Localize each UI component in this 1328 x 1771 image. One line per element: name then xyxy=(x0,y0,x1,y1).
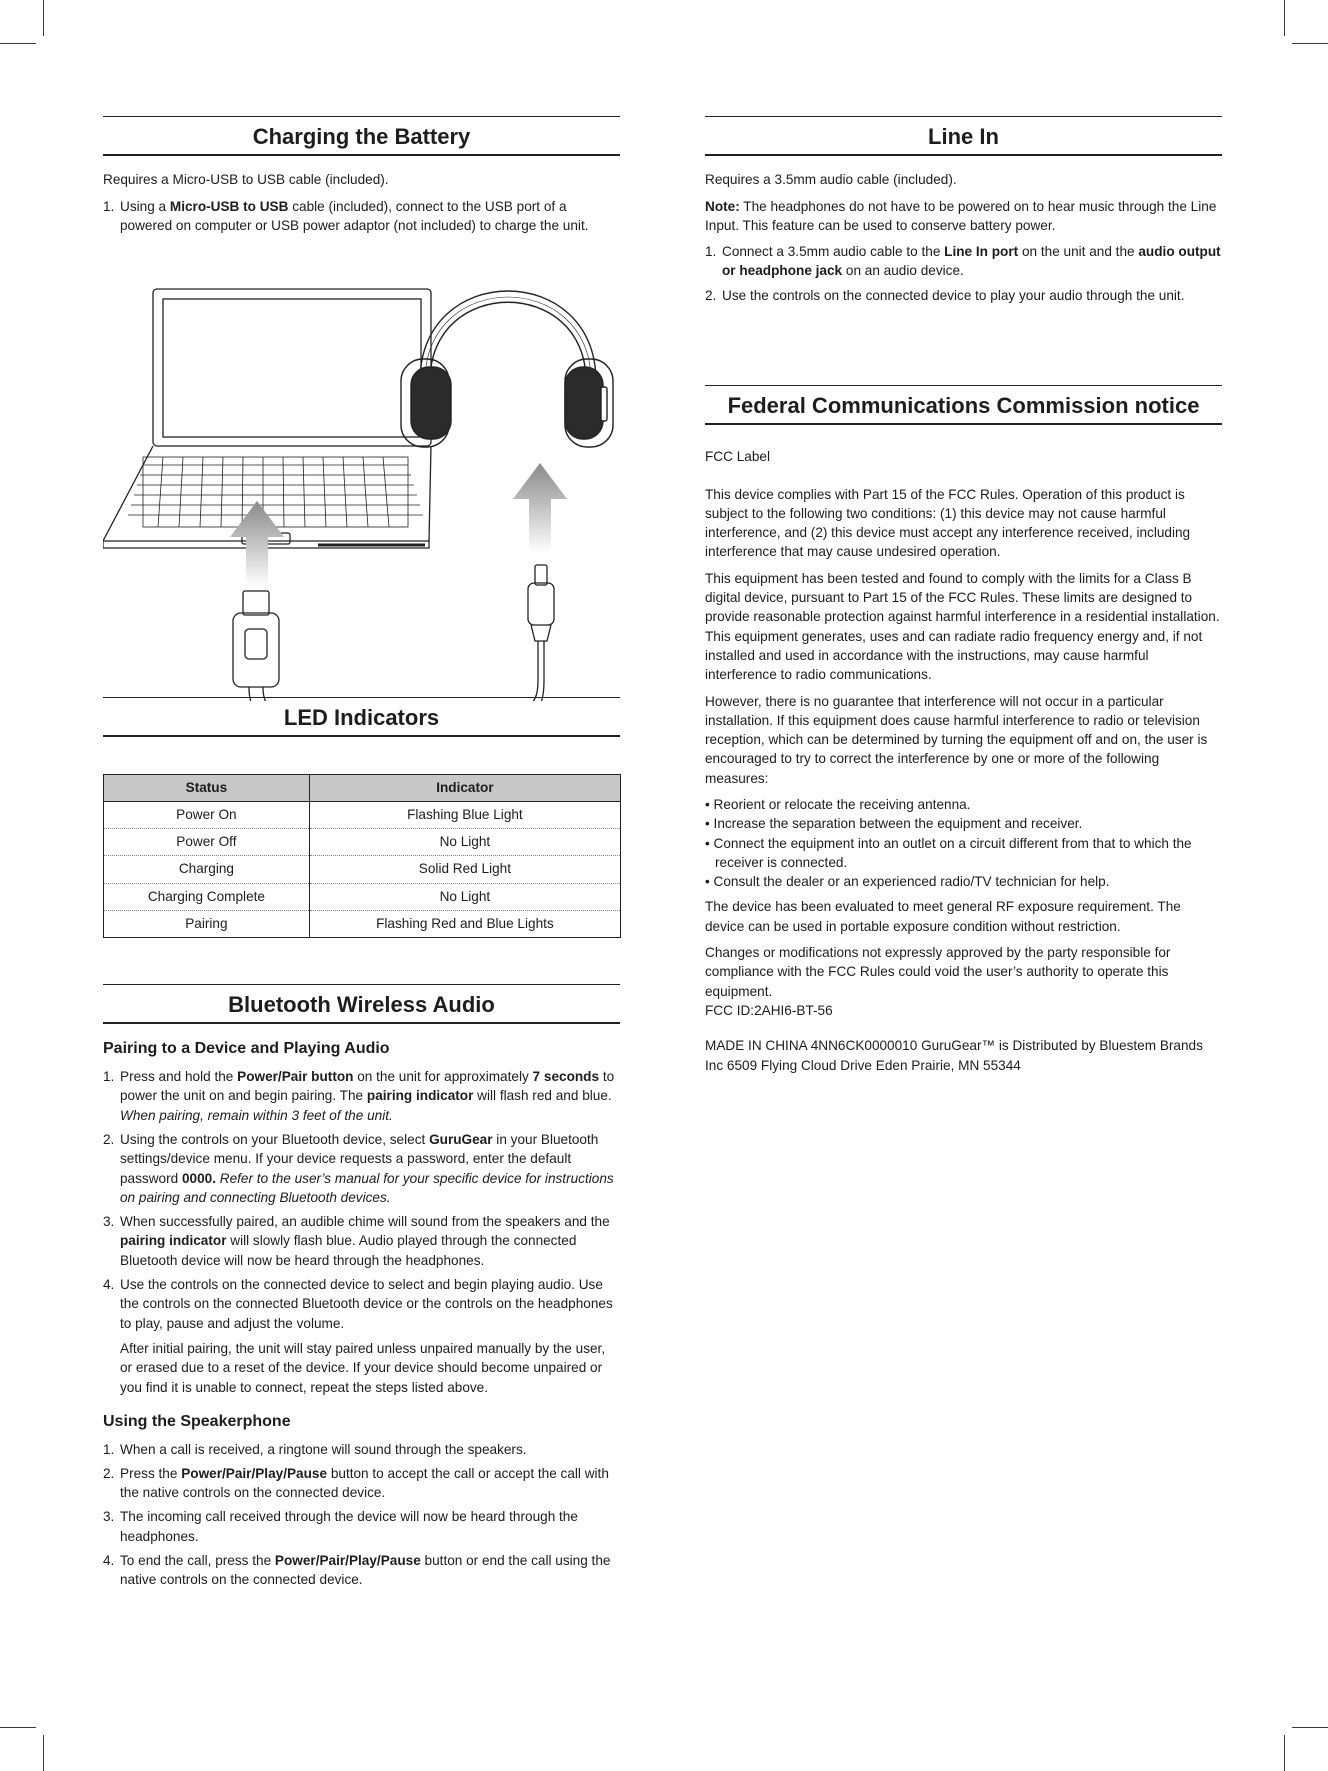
list-item: • Consult the dealer or an experienced radio/TV technician for help. xyxy=(705,874,1110,890)
crop-mark xyxy=(0,1727,36,1728)
list-item: • Increase the separation between the equipment and receiver. xyxy=(705,816,1083,832)
led-section xyxy=(103,697,620,938)
fcc-section xyxy=(705,385,1222,1075)
left-column xyxy=(103,116,620,1595)
crop-mark xyxy=(1292,43,1328,44)
line-in-section xyxy=(705,116,1222,305)
headphones-icon xyxy=(401,291,613,447)
pairing-subheading: Pairing to a Device and Playing Audio xyxy=(103,1040,390,1058)
line-in-steps xyxy=(705,242,1222,305)
line-in-heading: Line In xyxy=(705,116,1222,156)
pairing-followup: After initial pairing, the unit will stay paired unless unpaired manually by the user, or erased due to a reset of the device. If your device should become unpaired or you find it is unable to connect, repeat the steps listed above. xyxy=(120,1340,606,1395)
table-row: Power On Flashing Blue Light xyxy=(104,801,621,828)
bluetooth-section xyxy=(103,984,620,1590)
crop-mark xyxy=(1284,0,1285,36)
fcc-label: FCC Label xyxy=(705,449,770,465)
table-row: Charging Solid Red Light xyxy=(104,856,621,883)
arrow-up-icon xyxy=(230,463,567,586)
fcc-paragraph: The device has been evaluated to meet general RF exposure requirement. The device can be used in portable exposure condition without restriction. xyxy=(705,899,1181,934)
column-header: Status xyxy=(104,775,310,801)
list-item: 4. Use the controls on the connected device to select and begin playing audio. Use the controls on the connected Bluetooth device or the controls on the headphones to play, pause and adjust the volume. xyxy=(103,1277,613,1331)
crop-mark xyxy=(1292,1727,1328,1728)
made-in-statement: MADE IN CHINA 4NN6CK0000010 GuruGear™ is Distributed by Bluestem Brands Inc 6509 Flying Cloud Drive Eden Prairie, MN 55344 xyxy=(705,1038,1203,1073)
usb-cable-icon xyxy=(233,565,554,701)
charging-heading: Charging the Battery xyxy=(103,116,620,156)
crop-mark xyxy=(43,1735,44,1771)
led-table xyxy=(103,774,621,938)
list-item: 1. When a call is received, a ringtone will sound through the speakers. xyxy=(103,1441,527,1457)
fcc-heading: Federal Communications Commission notice xyxy=(705,385,1222,425)
charging-illustration xyxy=(103,241,620,701)
led-heading: LED Indicators xyxy=(103,697,620,737)
fcc-paragraph: Changes or modifications not expressly approved by the party responsible for compliance with the FCC Rules could void the user’s authority to operate this equipment. xyxy=(705,945,1171,999)
right-column xyxy=(705,116,1222,1082)
table-row: Charging Complete No Light xyxy=(104,883,621,910)
column-header: Indicator xyxy=(309,775,620,801)
list-item: 4. To end the call, press the Power/Pair/Play/Pause button or end the call using the native controls on the connected device. xyxy=(103,1553,611,1588)
charging-intro: Requires a Micro-USB to USB cable (included). xyxy=(103,172,389,188)
list-item: 3. The incoming call received through the device will now be heard through the headphones. xyxy=(103,1509,578,1544)
line-in-note: Note: The headphones do not have to be powered on to hear music through the Line Input. This feature can be used to conserve battery power. xyxy=(705,198,1217,233)
list-item: 1. Press and hold the Power/Pair button on the unit for approximately 7 seconds to power the unit on and begin pairing. The pairing indicator will flash red and blue. When pairing, remain within 3 feet of the unit. xyxy=(103,1069,615,1123)
pairing-steps xyxy=(103,1067,620,1333)
charging-section xyxy=(103,116,620,701)
crop-mark xyxy=(43,0,44,36)
list-item: 1. Connect a 3.5mm audio cable to the Line In port on the unit and the audio output or headphone jack on an audio device. xyxy=(705,244,1221,279)
fcc-paragraph: However, there is no guarantee that interference will not occur in a particular installation. If this equipment does cause harmful interference to radio or television reception, which can be determined by turning the equipment off and on, the user is encouraged to try to correct the interference by one or more of the following measures: xyxy=(705,693,1208,786)
list-item: 1. Using a Micro-USB to USB cable (included), connect to the USB port of a powered on computer or USB power adaptor (not included) to charge the unit. xyxy=(103,198,589,233)
table-header-row xyxy=(104,775,621,801)
bluetooth-heading: Bluetooth Wireless Audio xyxy=(103,984,620,1024)
charging-steps xyxy=(103,197,620,236)
list-item: • Connect the equipment into an outlet on a circuit different from that to which the receiver is connected. xyxy=(705,835,1192,870)
table-row: Pairing Flashing Red and Blue Lights xyxy=(104,910,621,937)
fcc-paragraph: This equipment has been tested and found to comply with the limits for a Class B digital device, pursuant to Part 15 of the FCC Rules. These limits are designed to provide reasonable protection against harmful interference in a residential installation. This equipment generates, uses and can radiate radio frequency energy and, if not installed and used in accordance with the instructions, may cause harmful interference to radio communications. xyxy=(705,570,1220,683)
table-row: Power Off No Light xyxy=(104,828,621,855)
crop-mark xyxy=(1284,1735,1285,1771)
list-item: 2. Use the controls on the connected device to play your audio through the unit. xyxy=(705,287,1185,303)
fcc-measures-list xyxy=(705,795,1222,891)
fcc-id: FCC ID:2AHI6-BT-56 xyxy=(705,1002,833,1018)
fcc-paragraph: This device complies with Part 15 of the FCC Rules. Operation of this product is subject to the following two conditions: (1) this device may not cause harmful interference, and (2) this device must accept any interference received, including interference that may cause undesired operation. xyxy=(705,486,1191,560)
list-item: 2. Press the Power/Pair/Play/Pause button to accept the call or accept the call with the native controls on the connected device. xyxy=(103,1465,609,1501)
list-item: • Reorient or relocate the receiving antenna. xyxy=(705,797,971,812)
crop-mark xyxy=(0,43,36,44)
list-item: 2. Using the controls on your Bluetooth device, select GuruGear in your Bluetooth settings/device menu. If your device requests a password, enter the default password 0000. Refer to the user’s manual for your specific device for instructions on pairing and connecting Bluetooth devices. xyxy=(103,1131,614,1205)
laptop-icon xyxy=(103,289,431,548)
line-in-intro: Requires a 3.5mm audio cable (included). xyxy=(705,172,957,188)
list-item: 3. When successfully paired, an audible chime will sound from the speakers and the pairing indicator will slowly flash blue. Audio played through the connected Bluetooth device will now be heard through the headphones. xyxy=(103,1214,610,1268)
speakerphone-steps xyxy=(103,1440,620,1590)
speakerphone-subheading: Using the Speakerphone xyxy=(103,1412,291,1430)
